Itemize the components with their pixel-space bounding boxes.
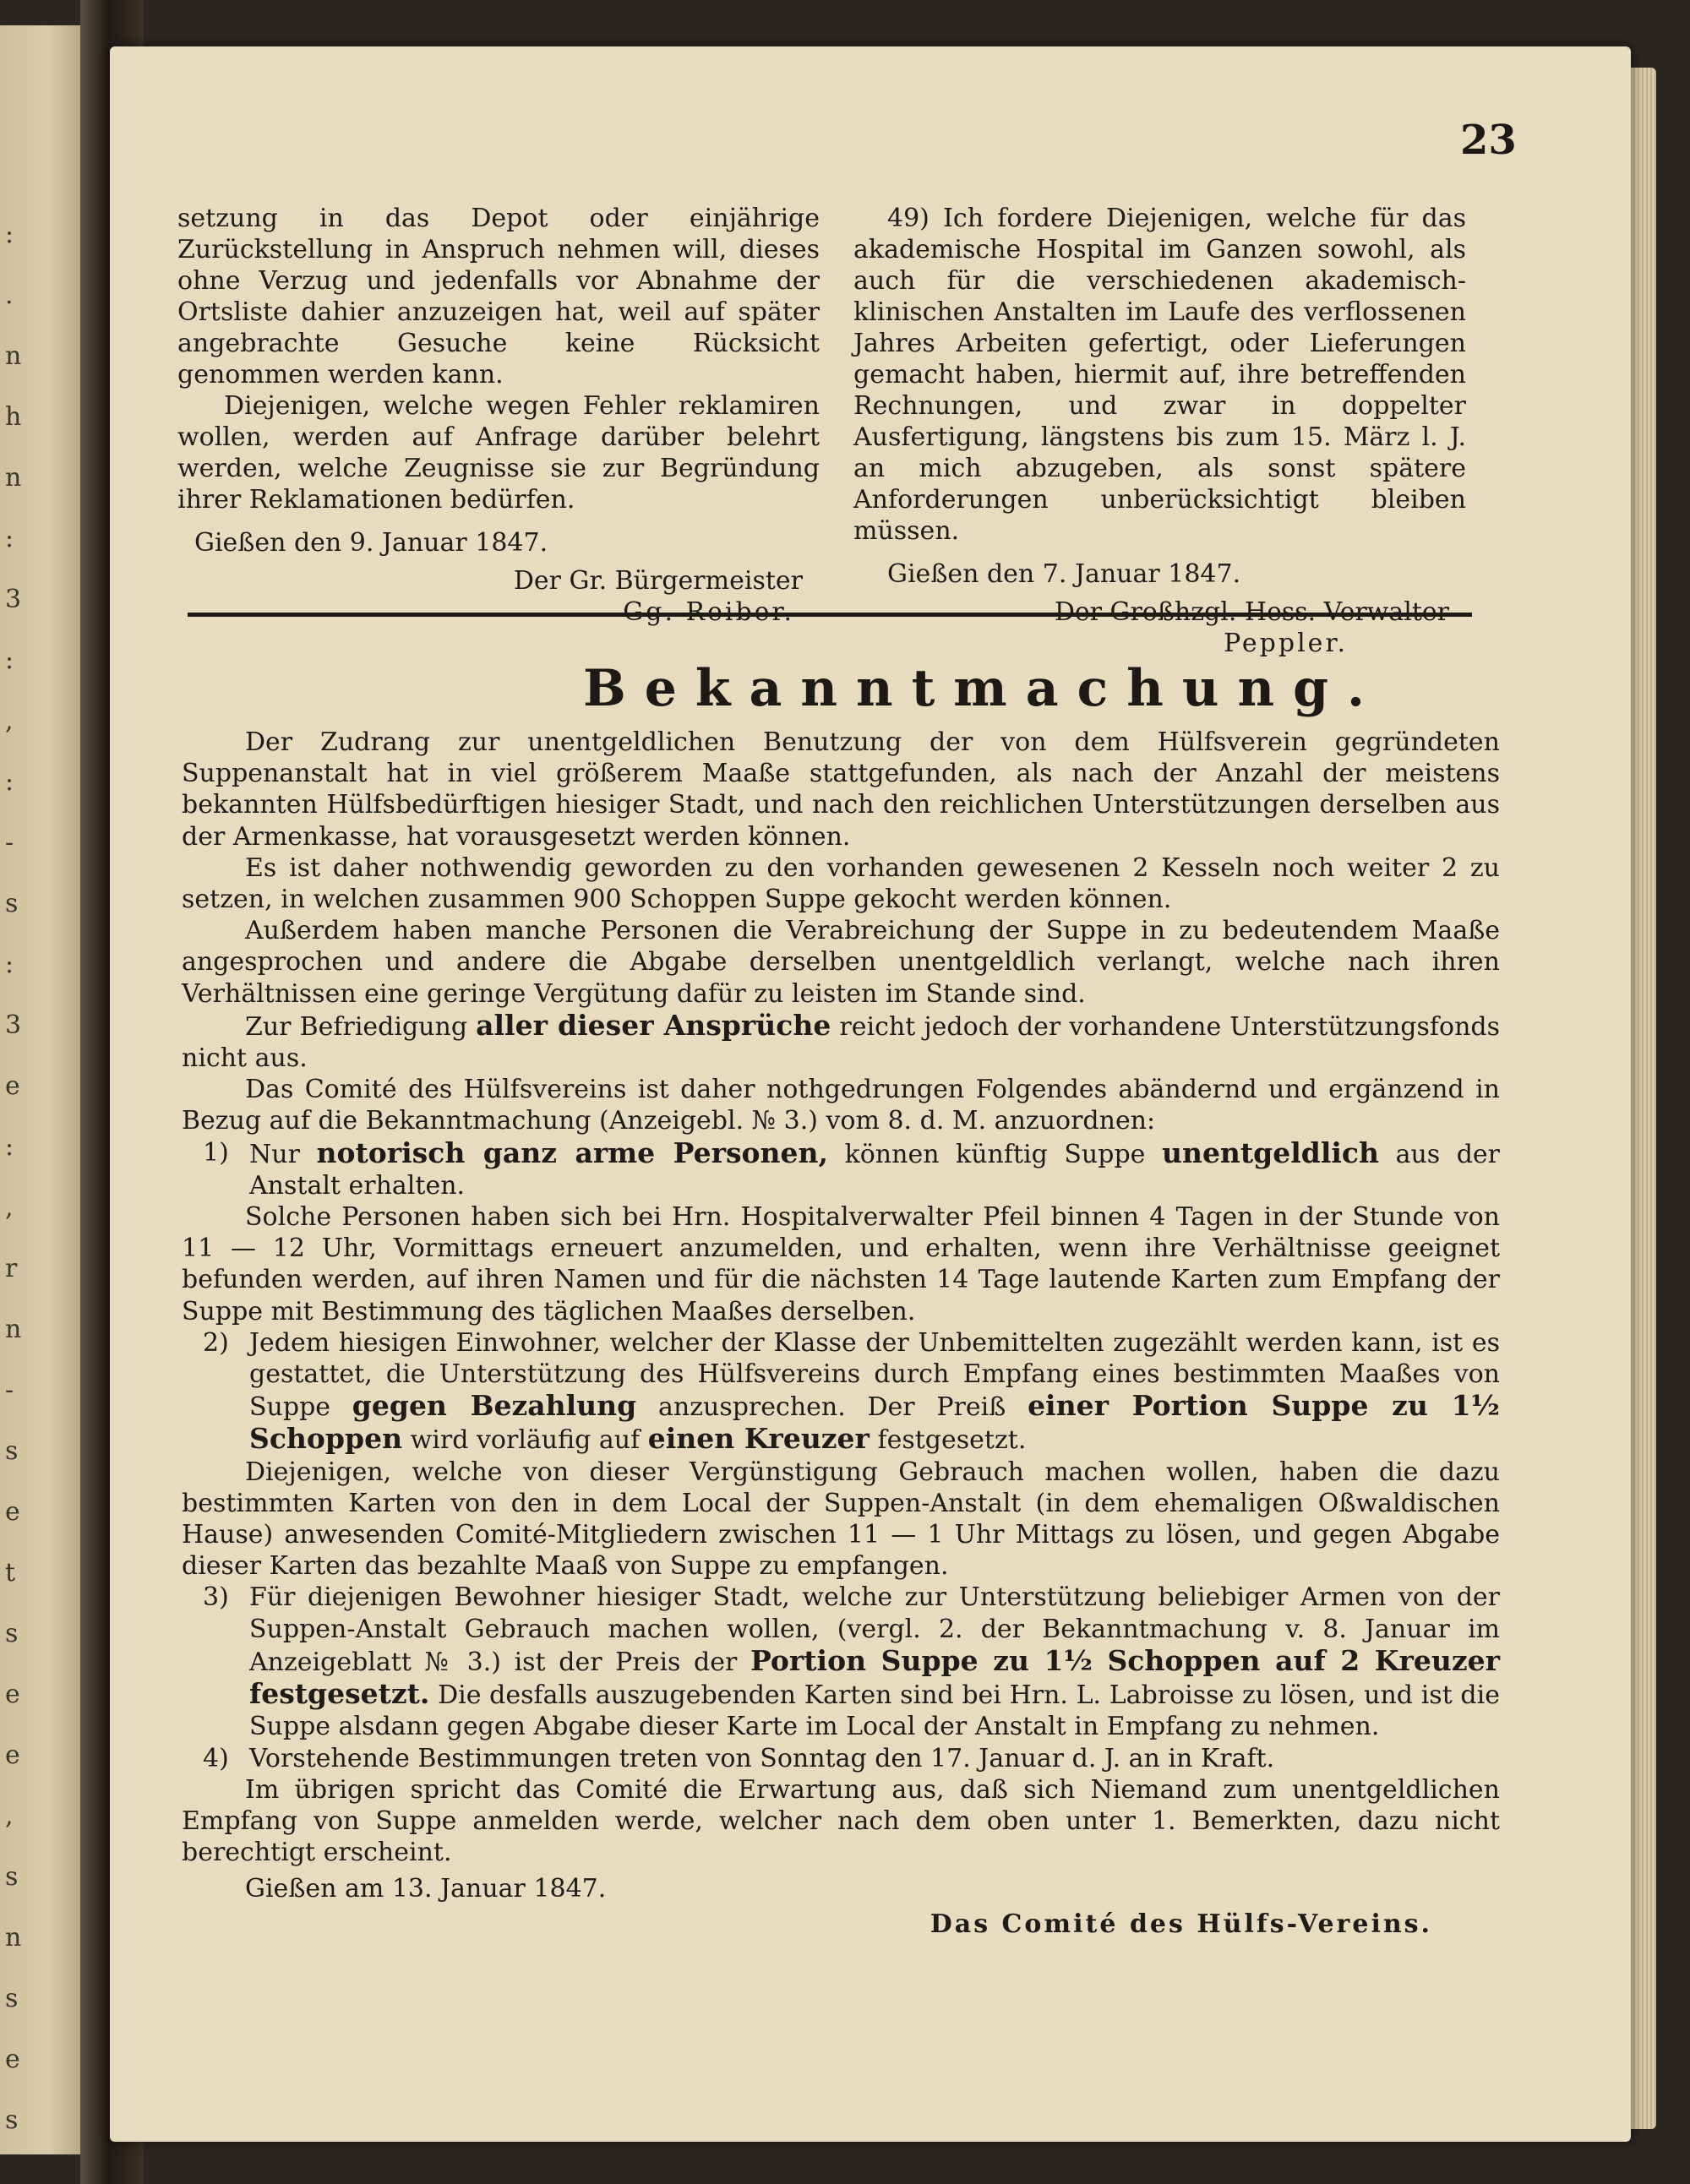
section-divider-rule xyxy=(188,613,1472,617)
notice-paragraph-2: Es ist daher nothwendig geworden zu den vorhanden gewesenen 2 Kesseln noch weiter 2 zu setzen, in welchen zusammen 900 Schoppen Suppe gekocht werden können. xyxy=(182,852,1500,915)
left-page-fragment: n xyxy=(5,1923,22,1953)
item-3-after: Die desfalls auszugebenden Karten sind bei Hrn. L. Labroisse zu lösen, und ist die Suppe alsdann gegen Abgabe dieser Karte im Local der Anstalt in Empfang zu nehmen. xyxy=(249,1680,1500,1742)
item-1-after: aus der Anstalt erhalten. xyxy=(249,1139,1500,1201)
item-1-emphasis-2: unentgeldlich xyxy=(1161,1136,1380,1169)
right-paragraph-1: 49) Ich fordere Diejenigen, welche für das akademische Hospital im Ganzen sowohl, als auch für die verschiedenen akademisch-klinischen Anstalten im Laufe des verflossenen Jahres Arbeiten gefertigt, oder Lieferungen gemacht haben, hiermit auf, ihre betreffenden Rechnungen, und zwar in doppelter Ausfertigung, längstens bis zum 15. März l. J. an mich abzugeben, als sonst spätere Anforderungen unberücksichtigt bleiben müssen. xyxy=(853,204,1466,546)
item-2-after: festgesetzt. xyxy=(877,1425,1027,1456)
notice-paragraph-4 xyxy=(182,1010,1500,1074)
p4-before: Zur Befriedigung xyxy=(245,1011,468,1042)
left-page-fragment: : xyxy=(5,767,14,797)
page-number: 23 xyxy=(1460,117,1517,164)
item-2-emphasis-1: gegen Bezahlung xyxy=(352,1389,637,1423)
left-page-fragment: s xyxy=(5,1436,19,1466)
left-page-fragment: - xyxy=(5,828,14,858)
left-page-fragment: s xyxy=(5,2105,19,2135)
left-page-fragment: : xyxy=(5,645,14,675)
left-page-fragment: h xyxy=(5,402,22,432)
left-page-fragment: : xyxy=(5,1132,14,1162)
item-4-text: Vorstehende Bestimmungen treten von Sonntag den 17. Januar d. J. an in Kraft. xyxy=(249,1743,1275,1773)
left-page-fragment: , xyxy=(5,1801,14,1831)
notice-paragraph-5: Das Comité des Hülfsvereins ist daher nothgedrungen Folgendes abändernd und ergänzend in Bezug auf die Bekanntmachung (Anzeigebl. № 3.) vom 8. d. M. anzuordnen: xyxy=(182,1075,1500,1136)
notice-date: Gießen am 13. Januar 1847. xyxy=(245,1874,607,1904)
left-page-fragment: - xyxy=(5,1375,14,1405)
left-page-fragment: : xyxy=(5,524,14,553)
left-page-fragment: , xyxy=(5,1193,14,1223)
left-page-fragment: e xyxy=(5,1071,20,1101)
left-page-fragment: n xyxy=(5,341,22,371)
item-4-number: 4) xyxy=(203,1743,229,1773)
left-page-fragment: t xyxy=(5,1558,16,1588)
left-page-fragment: r xyxy=(5,1254,18,1283)
notice-item-1-detail: Solche Personen haben sich bei Hrn. Hospitalverwalter Pfeil binnen 4 Tagen in der Stunde von 11 — 12 Uhr, Vormittags erneuert anzumelden, und erhalten, wenn ihre Verhältnisse geeignet befunden werden, auf ihren Namen und für die nächsten 14 Tage lautende Karten zum Empfang der Suppe mit Bestimmung des täglichen Maaßes derselben. xyxy=(182,1202,1500,1326)
item-2-before: Jedem hiesigen Einwohner, welcher der Klasse der Unbemittelten zugezählt werden kann, ist es gestattet, die Unterstützung des Hülfsvereins durch Empfang eines bestimmten Maaßes von Suppe xyxy=(249,1327,1500,1423)
notice-paragraph-1: Der Zudrang zur unentgeldlichen Benutzung der von dem Hülfsverein gegründeten Suppenanstalt hat in viel größerem Maaße stattgefunden, als nach der Anzahl der meistens bekannten Hülfsbedürftigen hiesiger Stadt, und nach den reichlichen Unterstützungen derselben aus der Armenkasse, hat vorausgesetzt werden können. xyxy=(182,727,1500,852)
left-page-fragment: s xyxy=(5,1984,19,2013)
left-page-fragment: 3 xyxy=(5,1010,22,1040)
notice-item-4 xyxy=(182,1743,1500,1774)
notice-signature: Das Comité des Hülfs-Vereins. xyxy=(930,1909,1432,1939)
notice-item-2-detail: Diejenigen, welche von dieser Vergünstigung Gebrauch machen wollen, haben die dazu bestimmten Karten von den in dem Local der Suppen-Anstalt (in dem ehemaligen Oßwaldischen Hause) anwesenden Comité-Mitgliedern zwischen 11 — 1 Uhr Mittags zu lösen, und gegen Abgabe dieser Karten das bezahlte Maaß von Suppe zu empfangen. xyxy=(182,1457,1500,1582)
item-3-emphasis: Portion Suppe zu 1½ Schoppen auf 2 Kreuzer festgesetzt. xyxy=(249,1643,1500,1711)
notice-body xyxy=(182,727,1500,1940)
left-page-fragment: e xyxy=(5,1680,20,1709)
item-2-number: 2) xyxy=(203,1327,229,1358)
left-page-fragment: : xyxy=(5,950,14,979)
left-page-fragment: , xyxy=(5,706,14,736)
item-2-emphasis-2: einer Portion Suppe zu 1½ Schoppen xyxy=(249,1389,1500,1456)
left-page-fragment: s xyxy=(5,1862,19,1892)
left-page-fragment: s xyxy=(5,889,19,918)
left-date: Gießen den 9. Januar 1847. xyxy=(194,528,548,558)
notice-item-1 xyxy=(182,1137,1500,1201)
left-page-fragment: e xyxy=(5,1497,20,1527)
left-column-notice xyxy=(177,203,820,628)
notice-final-paragraph: Im übrigen spricht das Comité die Erwartung aus, daß sich Niemand zum unentgeldlichen Empfang von Suppe anmelden werde, welcher nach dem oben unter 1. Bemerkten, dazu nicht berechtigt erscheint. xyxy=(182,1774,1500,1868)
left-page-fragment: e xyxy=(5,1740,20,1770)
item-3-before: Für diejenigen Bewohner hiesiger Stadt, welche zur Unterstützung beliebiger Armen von der Suppen-Anstalt Gebrauch machen wollen, (vergl. 2. der Bekanntmachung v. 8. Januar im Anzeigeblatt № 3.) ist der Preis der xyxy=(249,1582,1500,1677)
item-2-middle: anzusprechen. Der Preiß xyxy=(657,1392,1006,1423)
left-page-fragment: 3 xyxy=(5,585,22,614)
item-1-number: 1) xyxy=(203,1137,229,1168)
left-page-fragment: . xyxy=(5,280,14,310)
left-page-fragment: e xyxy=(5,2045,20,2074)
left-paragraph-2: Diejenigen, welche wegen Fehler reklamiren wollen, werden auf Anfrage darüber belehrt werden, welche Zeugnisse sie zur Begründung ihrer Reklamationen bedürfen. xyxy=(177,391,820,515)
left-page-fragment: n xyxy=(5,463,22,493)
right-signature-name: Peppler. xyxy=(1224,629,1348,658)
notice-item-2 xyxy=(182,1327,1500,1457)
page-edge xyxy=(1631,68,1656,2129)
right-column-notice xyxy=(853,203,1466,659)
left-page-fragment: s xyxy=(5,1619,19,1648)
left-page-fragment: : xyxy=(5,220,14,249)
item-1-before: Nur xyxy=(249,1139,300,1169)
item-2-emphasis-3: einen Kreuzer xyxy=(647,1422,870,1456)
item-1-emphasis-1: notorisch ganz arme Personen, xyxy=(316,1136,829,1169)
left-page-margin xyxy=(0,25,80,2154)
item-3-number: 3) xyxy=(203,1582,229,1613)
item-2-middle-2: wird vorläufig auf xyxy=(410,1425,641,1456)
left-signature-title: Der Gr. Bürgermeister xyxy=(513,566,803,596)
notice-item-3 xyxy=(182,1582,1500,1742)
notice-paragraph-3: Außerdem haben manche Personen die Verabreichung der Suppe in zu bedeutendem Maaße angesprochen und andere die Abgabe derselben unentgeldlich verlangt, welche nach ihren Verhältnissen eine geringe Vergütung dafür zu leisten im Stande sind. xyxy=(182,916,1500,1009)
notice-heading: Bekanntmachung. xyxy=(583,659,1383,718)
left-paragraph-1: setzung in das Depot oder einjährige Zurückstellung in Anspruch nehmen will, dieses ohne Verzug und jedenfalls vor Abnahme der Ortsliste dahier anzuzeigen hat, weil auf später angebrachte Gesuche keine Rücksicht genommen werden kann. xyxy=(177,204,820,389)
p4-emphasis: aller dieser Ansprüche xyxy=(476,1008,831,1042)
item-1-middle: können künftig Suppe xyxy=(844,1139,1146,1169)
p4-after: reicht jedoch der vorhandene Unterstützungsfonds nicht aus. xyxy=(182,1011,1500,1074)
right-date: Gießen den 7. Januar 1847. xyxy=(887,559,1241,589)
left-page-fragment: n xyxy=(5,1315,22,1344)
